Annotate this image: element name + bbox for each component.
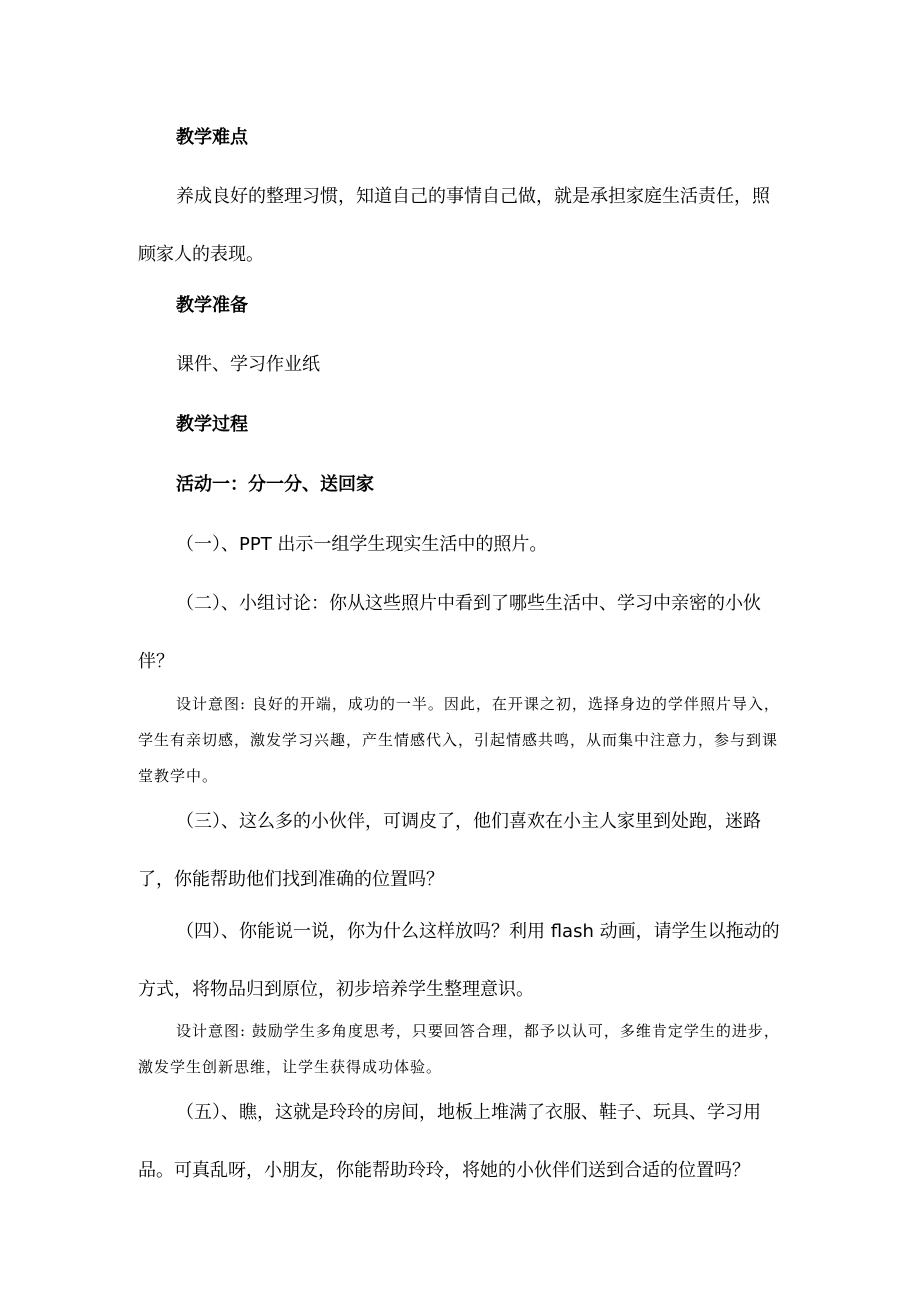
heading-teaching-process: 教学过程	[176, 414, 248, 435]
design-intent-one: 设计意图: 良好的开端，成功的一半。因此，在开课之初，选择身边的学伴照片导入，学生有亲切感，激发学习兴趣，产生情感代入，引起情感共鸣，从而集中注意力，参与到课堂教学中。	[138, 695, 780, 785]
heading-teaching-difficulty: 教学难点	[176, 127, 248, 148]
paragraph-preparation: 课件、学习作业纸	[176, 354, 320, 375]
heading-teaching-preparation: 教学准备	[176, 295, 248, 316]
paragraph-difficulty: 养成良好的整理习惯，知道自己的事情自己做，就是承担家庭生活责任，照顾家人的表现。	[138, 186, 770, 265]
paragraph-step-five: （五）、瞧，这就是玲玲的房间，地板上堆满了衣服、鞋子、玩具、学习用品。可真乱呀，小朋友，你能帮助玲玲，将她的小伙伴们送到合适的位置吗？	[138, 1102, 761, 1181]
paragraph-step-two: （二）、小组讨论：你从这些照片中看到了哪些生活中、学习中亲密的小伙伴？	[138, 593, 761, 672]
paragraph-step-three: （三）、这么多的小伙伴，可调皮了，他们喜欢在小主人家里到处跑，迷路了，你能帮助他们找到准确的位置吗？	[138, 811, 761, 890]
paragraph-step-one: （一）、PPT 出示一组学生现实生活中的照片。	[176, 534, 548, 555]
design-intent-two: 设计意图: 鼓励学生多角度思考，只要回答合理，都予以认可，多维肯定学生的进步，激发学生创新思维，让学生获得成功体验。	[138, 1022, 780, 1076]
paragraph-step-four: （四）、你能说一说，你为什么这样放吗？利用 flash 动画，请学生以拖动的方式，将物品归到原位，初步培养学生整理意识。	[138, 921, 780, 1000]
heading-activity-one: 活动一：分一分、送回家	[176, 474, 374, 495]
